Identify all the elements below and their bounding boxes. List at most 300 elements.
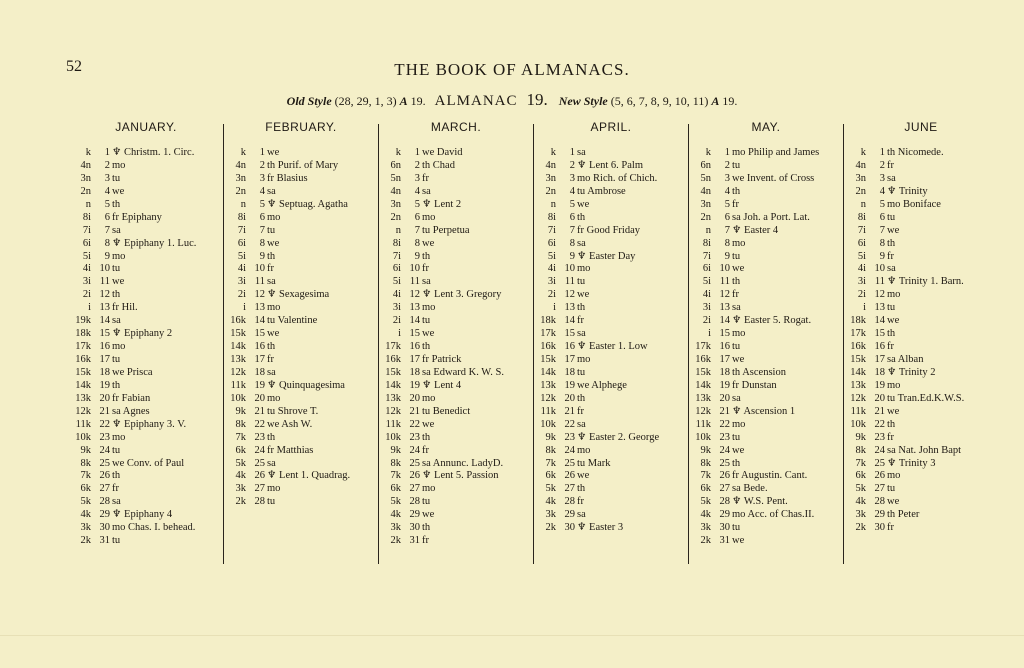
- day-number: 19: [874, 379, 885, 391]
- day-number: 5: [104, 198, 110, 210]
- dominical-letter: 8k: [700, 457, 711, 469]
- day-entry: sa: [732, 302, 741, 314]
- dominical-letter: 7i: [392, 250, 401, 262]
- dominical-letter: 2i: [237, 289, 246, 301]
- day-number: 5: [724, 198, 730, 210]
- day-number: 26: [874, 470, 885, 482]
- dominical-letter: 11k: [75, 418, 91, 430]
- day-row: [70, 380, 222, 393]
- day-row: [70, 238, 222, 251]
- day-number: 10: [409, 263, 420, 275]
- day-entry: sa: [267, 366, 276, 378]
- dominical-letter: 7i: [82, 224, 91, 236]
- dominical-letter: 4n: [700, 185, 711, 197]
- day-row: [380, 225, 532, 238]
- day-row: [845, 380, 997, 393]
- day-number: 29: [99, 509, 110, 521]
- day-number: 17: [719, 354, 730, 365]
- day-number: 28: [409, 496, 420, 508]
- day-number: 14: [99, 315, 110, 327]
- dominical-letter: 6i: [547, 237, 556, 249]
- day-row: [380, 328, 532, 341]
- day-number: 17: [564, 354, 575, 365]
- day-entry: we: [577, 289, 590, 301]
- dominical-letter: 5n: [390, 172, 401, 184]
- dominical-letter: 13k: [695, 392, 711, 404]
- day-entry: sa: [577, 237, 586, 249]
- day-entry: mo: [112, 431, 126, 443]
- day-row: [225, 173, 377, 186]
- day-row: [845, 483, 997, 496]
- day-row: [70, 458, 222, 471]
- day-entry: ♆ Trinity 1. Barn.: [887, 276, 964, 288]
- day-row: [535, 276, 687, 289]
- dominical-letter: 8k: [80, 457, 91, 469]
- day-entry: we: [732, 535, 745, 547]
- dominical-letter: 4i: [82, 263, 91, 275]
- day-number: 5: [414, 198, 420, 210]
- day-row: [690, 238, 842, 251]
- day-number: 26: [564, 470, 575, 482]
- day-entry: mo: [732, 328, 746, 340]
- dominical-letter: 6i: [237, 237, 246, 249]
- dominical-letter: 18k: [850, 315, 866, 327]
- day-number: 10: [874, 263, 885, 275]
- dominical-letter: 12k: [850, 392, 866, 404]
- day-number: 26: [409, 470, 420, 482]
- day-entry: we David: [422, 147, 463, 158]
- dominical-letter: 6k: [390, 483, 401, 495]
- day-entry: sa: [267, 185, 276, 197]
- day-row: [70, 328, 222, 341]
- day-row: [535, 522, 687, 535]
- dominical-letter: 11k: [695, 418, 711, 430]
- day-row: [70, 302, 222, 315]
- day-entry: th: [112, 379, 121, 391]
- day-number: 12: [564, 289, 575, 301]
- dominical-letter: 13k: [385, 392, 401, 404]
- month-column: [845, 120, 997, 570]
- day-row: [380, 535, 532, 548]
- day-row: [845, 186, 997, 199]
- dominical-letter: 9k: [235, 405, 246, 417]
- day-row: [845, 328, 997, 341]
- day-entry: tu: [887, 302, 896, 314]
- day-row: [380, 173, 532, 186]
- day-number: 17: [254, 354, 265, 365]
- day-number: 9: [104, 250, 110, 262]
- dominical-letter: 11k: [850, 405, 866, 417]
- day-number: 21: [409, 405, 420, 417]
- day-number: 3: [569, 172, 575, 184]
- day-entry: fr Hil.: [112, 302, 138, 314]
- day-entry: mo: [422, 392, 436, 404]
- day-row: [845, 251, 997, 264]
- dominical-letter: 9k: [855, 431, 866, 443]
- day-number: 16: [564, 341, 575, 353]
- day-row: [845, 315, 997, 328]
- day-list: [225, 147, 377, 509]
- day-entry: th: [732, 276, 741, 288]
- day-entry: th Ascension: [732, 366, 786, 378]
- dominical-letter: 12k: [540, 392, 556, 404]
- day-entry: fr Epiphany: [112, 211, 162, 223]
- day-number: 27: [874, 483, 885, 495]
- dominical-letter: 4k: [80, 509, 91, 521]
- day-number: 21: [254, 405, 265, 417]
- day-number: 22: [719, 418, 730, 430]
- day-row: [535, 393, 687, 406]
- day-entry: fr: [422, 263, 429, 275]
- day-number: 7: [259, 224, 265, 236]
- day-number: 11: [874, 276, 885, 288]
- day-entry: mo Chas. I. behead.: [112, 522, 196, 534]
- day-number: 25: [99, 457, 110, 469]
- day-row: [845, 302, 997, 315]
- day-number: 19: [254, 379, 265, 391]
- dominical-letter: 17k: [540, 328, 556, 340]
- day-entry: mo: [112, 159, 126, 171]
- day-entry: ♆ Lent 4: [422, 379, 462, 391]
- day-number: 24: [564, 444, 575, 456]
- dominical-letter: 10k: [385, 431, 401, 443]
- day-entry: th: [112, 289, 121, 301]
- day-entry: we: [732, 444, 745, 456]
- dominical-letter: 2i: [547, 289, 556, 301]
- day-number: 15: [719, 328, 730, 340]
- day-row: [70, 419, 222, 432]
- day-entry: mo: [112, 341, 126, 353]
- page-header: THE BOOK OF ALMANACS.: [394, 60, 630, 79]
- dominical-letter: 7i: [857, 224, 866, 236]
- day-entry: th: [267, 341, 276, 353]
- day-row: [380, 354, 532, 367]
- day-number: 26: [99, 470, 110, 482]
- day-number: 4: [569, 185, 575, 197]
- day-number: 27: [719, 483, 730, 495]
- day-number: 27: [254, 483, 265, 495]
- day-row: [690, 380, 842, 393]
- day-number: 4: [724, 185, 730, 197]
- day-entry: tu: [267, 224, 276, 236]
- day-row: [690, 470, 842, 483]
- day-row: [535, 212, 687, 225]
- day-row: [690, 496, 842, 509]
- day-number: 10: [564, 263, 575, 275]
- dominical-letter: 17k: [385, 341, 401, 353]
- day-row: [535, 199, 687, 212]
- day-entry: sa: [112, 496, 121, 508]
- day-number: 4: [104, 185, 110, 197]
- dominical-letter: 9k: [390, 444, 401, 456]
- dominical-letter: 8i: [547, 211, 556, 223]
- day-number: 31: [409, 535, 420, 547]
- day-entry: mo: [422, 302, 436, 314]
- dominical-letter: 2i: [857, 289, 866, 301]
- day-number: 2: [724, 159, 730, 171]
- day-entry: tu Mark: [577, 457, 611, 469]
- day-number: 22: [409, 418, 420, 430]
- day-entry: th Purif. of Mary: [267, 159, 339, 171]
- day-number: 15: [99, 328, 110, 340]
- month-name: MAY.: [751, 120, 781, 134]
- day-row: [535, 289, 687, 302]
- dominical-letter: 3k: [80, 522, 91, 534]
- day-row: [70, 496, 222, 509]
- day-row: [845, 367, 997, 380]
- day-row: [535, 509, 687, 522]
- day-row: [225, 393, 377, 406]
- day-entry: we: [422, 237, 435, 249]
- dominical-letter: 16k: [695, 354, 711, 365]
- dominical-letter: 14k: [695, 379, 711, 391]
- dominical-letter: 5k: [545, 483, 556, 495]
- day-number: 17: [874, 354, 885, 365]
- day-entry: fr: [112, 483, 119, 495]
- day-row: [380, 199, 532, 212]
- day-entry: we: [577, 470, 590, 482]
- day-entry: sa Agnes: [112, 405, 150, 417]
- old-style-num: 19.: [410, 94, 426, 108]
- day-row: [535, 263, 687, 276]
- day-entry: we: [577, 198, 590, 210]
- dominical-letter: 14k: [385, 379, 401, 391]
- day-number: 18: [254, 366, 265, 378]
- day-number: 16: [254, 341, 265, 353]
- day-entry: ♆ Trinity: [887, 185, 928, 197]
- month-name: FEBRUARY.: [265, 120, 337, 134]
- day-number: 11: [564, 276, 575, 288]
- day-row: [225, 380, 377, 393]
- month-name: JANUARY.: [115, 120, 177, 134]
- day-entry: we Prisca: [112, 366, 153, 378]
- day-entry: tu Valentine: [267, 315, 318, 327]
- day-number: 4: [879, 185, 885, 197]
- day-number: 16: [874, 341, 885, 353]
- day-number: 6: [104, 211, 110, 223]
- dominical-letter: 8i: [392, 237, 401, 249]
- day-row: [70, 199, 222, 212]
- day-row: [70, 276, 222, 289]
- dominical-letter: 7k: [390, 470, 401, 482]
- day-row: [225, 432, 377, 445]
- day-number: 2: [259, 159, 265, 171]
- day-entry: mo: [887, 470, 901, 482]
- day-entry: sa: [422, 185, 431, 197]
- day-row: [845, 238, 997, 251]
- day-row: [535, 173, 687, 186]
- day-row: [690, 367, 842, 380]
- month-column: [690, 120, 842, 570]
- day-number: 25: [564, 457, 575, 469]
- day-number: 25: [719, 457, 730, 469]
- dominical-letter: 7k: [700, 470, 711, 482]
- dominical-letter: 19k: [75, 315, 91, 327]
- day-number: 8: [414, 237, 420, 249]
- day-row: [690, 445, 842, 458]
- day-entry: we: [887, 315, 900, 327]
- dominical-letter: 18k: [540, 315, 556, 327]
- dominical-letter: 12k: [385, 405, 401, 417]
- day-row: [690, 302, 842, 315]
- day-number: 6: [569, 211, 575, 223]
- day-row: [845, 341, 997, 354]
- dominical-letter: 4n: [390, 185, 401, 197]
- day-number: 1: [724, 147, 730, 158]
- day-row: [380, 432, 532, 445]
- day-entry: tu Benedict: [422, 405, 471, 417]
- day-row: [70, 367, 222, 380]
- day-entry: th: [112, 198, 121, 210]
- day-row: [225, 341, 377, 354]
- day-number: 11: [719, 276, 730, 288]
- day-row: [690, 535, 842, 548]
- day-row: [70, 509, 222, 522]
- day-number: 11: [254, 276, 265, 288]
- day-number: 9: [259, 250, 265, 262]
- dominical-letter: 5i: [857, 250, 866, 262]
- day-row: [70, 483, 222, 496]
- day-number: 27: [564, 483, 575, 495]
- day-row: [535, 225, 687, 238]
- day-list: [70, 147, 222, 548]
- day-entry: ♆ Epiphany 2: [112, 328, 173, 340]
- day-entry: fr Fabian: [112, 392, 151, 404]
- dominical-letter: 3n: [545, 172, 556, 184]
- month-name: JUNE: [904, 120, 938, 134]
- day-entry: sa: [577, 418, 586, 430]
- day-entry: sa: [422, 276, 431, 288]
- day-row: [535, 315, 687, 328]
- dominical-letter: 8i: [702, 237, 711, 249]
- day-entry: fr Matthias: [267, 444, 314, 456]
- day-entry: fr: [577, 315, 584, 327]
- day-entry: we Alphege: [577, 379, 627, 391]
- day-row: [70, 225, 222, 238]
- dominical-letter: 16k: [850, 341, 866, 353]
- day-row: [845, 147, 997, 160]
- day-entry: mo Acc. of Chas.II.: [732, 509, 815, 521]
- day-number: 12: [719, 289, 730, 301]
- day-entry: ♆ Ascension 1: [732, 405, 796, 417]
- old-style-numbers: (28, 29, 1, 3): [334, 94, 397, 108]
- day-row: [535, 380, 687, 393]
- dominical-letter: 5i: [392, 276, 401, 288]
- day-row: [380, 147, 532, 160]
- day-entry: ♆ Septuag. Agatha: [267, 198, 348, 210]
- day-number: 19: [409, 379, 420, 391]
- dominical-letter: n: [85, 198, 91, 210]
- day-number: 21: [874, 405, 885, 417]
- day-number: 20: [874, 392, 885, 404]
- day-row: [690, 419, 842, 432]
- day-row: [380, 289, 532, 302]
- day-entry: ♆ Easter 1. Low: [577, 341, 648, 353]
- day-number: 20: [254, 392, 265, 404]
- dominical-letter: n: [860, 198, 866, 210]
- day-number: 19: [99, 379, 110, 391]
- dominical-letter: 6i: [392, 263, 401, 275]
- dominical-letter: 5i: [547, 250, 556, 262]
- day-row: [70, 522, 222, 535]
- day-number: 9: [879, 250, 885, 262]
- day-row: [70, 263, 222, 276]
- day-number: 14: [254, 315, 265, 327]
- day-number: 19: [564, 379, 575, 391]
- day-entry: tu Perpetua: [422, 224, 470, 236]
- day-number: 20: [564, 392, 575, 404]
- dominical-letter: 4n: [80, 159, 91, 171]
- dominical-letter: 12k: [695, 405, 711, 417]
- dominical-letter: 15k: [540, 354, 556, 365]
- day-entry: sa: [267, 457, 276, 469]
- day-entry: tu: [577, 276, 586, 288]
- day-entry: mo: [422, 211, 436, 223]
- day-row: [690, 509, 842, 522]
- day-number: 18: [719, 366, 730, 378]
- day-row: [845, 496, 997, 509]
- day-row: [225, 419, 377, 432]
- day-row: [690, 173, 842, 186]
- dominical-letter: 4i: [702, 289, 711, 301]
- day-entry: fr Patrick: [422, 354, 462, 365]
- dominical-letter: 6n: [390, 159, 401, 171]
- dominical-letter: 11k: [540, 405, 556, 417]
- day-entry: tu: [732, 431, 741, 443]
- dominical-letter: 4k: [545, 496, 556, 508]
- day-entry: tu: [887, 483, 896, 495]
- day-entry: th: [422, 431, 431, 443]
- dominical-letter: 8i: [237, 211, 246, 223]
- day-row: [380, 238, 532, 251]
- day-entry: ♆ Trinity 2: [887, 366, 936, 378]
- day-entry: th: [887, 237, 896, 249]
- dominical-letter: 4i: [392, 289, 401, 301]
- day-row: [690, 186, 842, 199]
- day-number: 15: [564, 328, 575, 340]
- day-number: 12: [874, 289, 885, 301]
- day-row: [70, 160, 222, 173]
- day-entry: sa Joh. a Port. Lat.: [732, 211, 810, 223]
- dominical-letter: 10k: [230, 392, 246, 404]
- day-number: 17: [409, 354, 420, 365]
- day-entry: tu Tran.Ed.K.W.S.: [887, 392, 965, 404]
- dominical-letter: 6k: [545, 470, 556, 482]
- day-number: 20: [409, 392, 420, 404]
- almanac-subtitle: [0, 90, 1024, 110]
- day-entry: tu: [112, 354, 121, 365]
- day-number: 27: [409, 483, 420, 495]
- day-number: 25: [874, 457, 885, 469]
- dominical-letter: 12k: [230, 366, 246, 378]
- dominical-letter: 3i: [857, 276, 866, 288]
- dominical-letter: 7k: [855, 457, 866, 469]
- day-row: [690, 522, 842, 535]
- day-entry: fr: [887, 341, 894, 353]
- day-number: 29: [409, 509, 420, 521]
- day-number: 31: [99, 535, 110, 547]
- new-style-label: New Style: [558, 94, 608, 108]
- day-entry: mo: [112, 250, 126, 262]
- day-number: 23: [719, 431, 730, 443]
- day-number: 3: [259, 172, 265, 184]
- new-style-numbers: (5, 6, 7, 8, 9, 10, 11): [610, 94, 709, 108]
- dominical-letter: 2i: [82, 289, 91, 301]
- day-row: [380, 419, 532, 432]
- day-row: [535, 328, 687, 341]
- day-number: 21: [564, 405, 575, 417]
- dominical-letter: 13k: [540, 379, 556, 391]
